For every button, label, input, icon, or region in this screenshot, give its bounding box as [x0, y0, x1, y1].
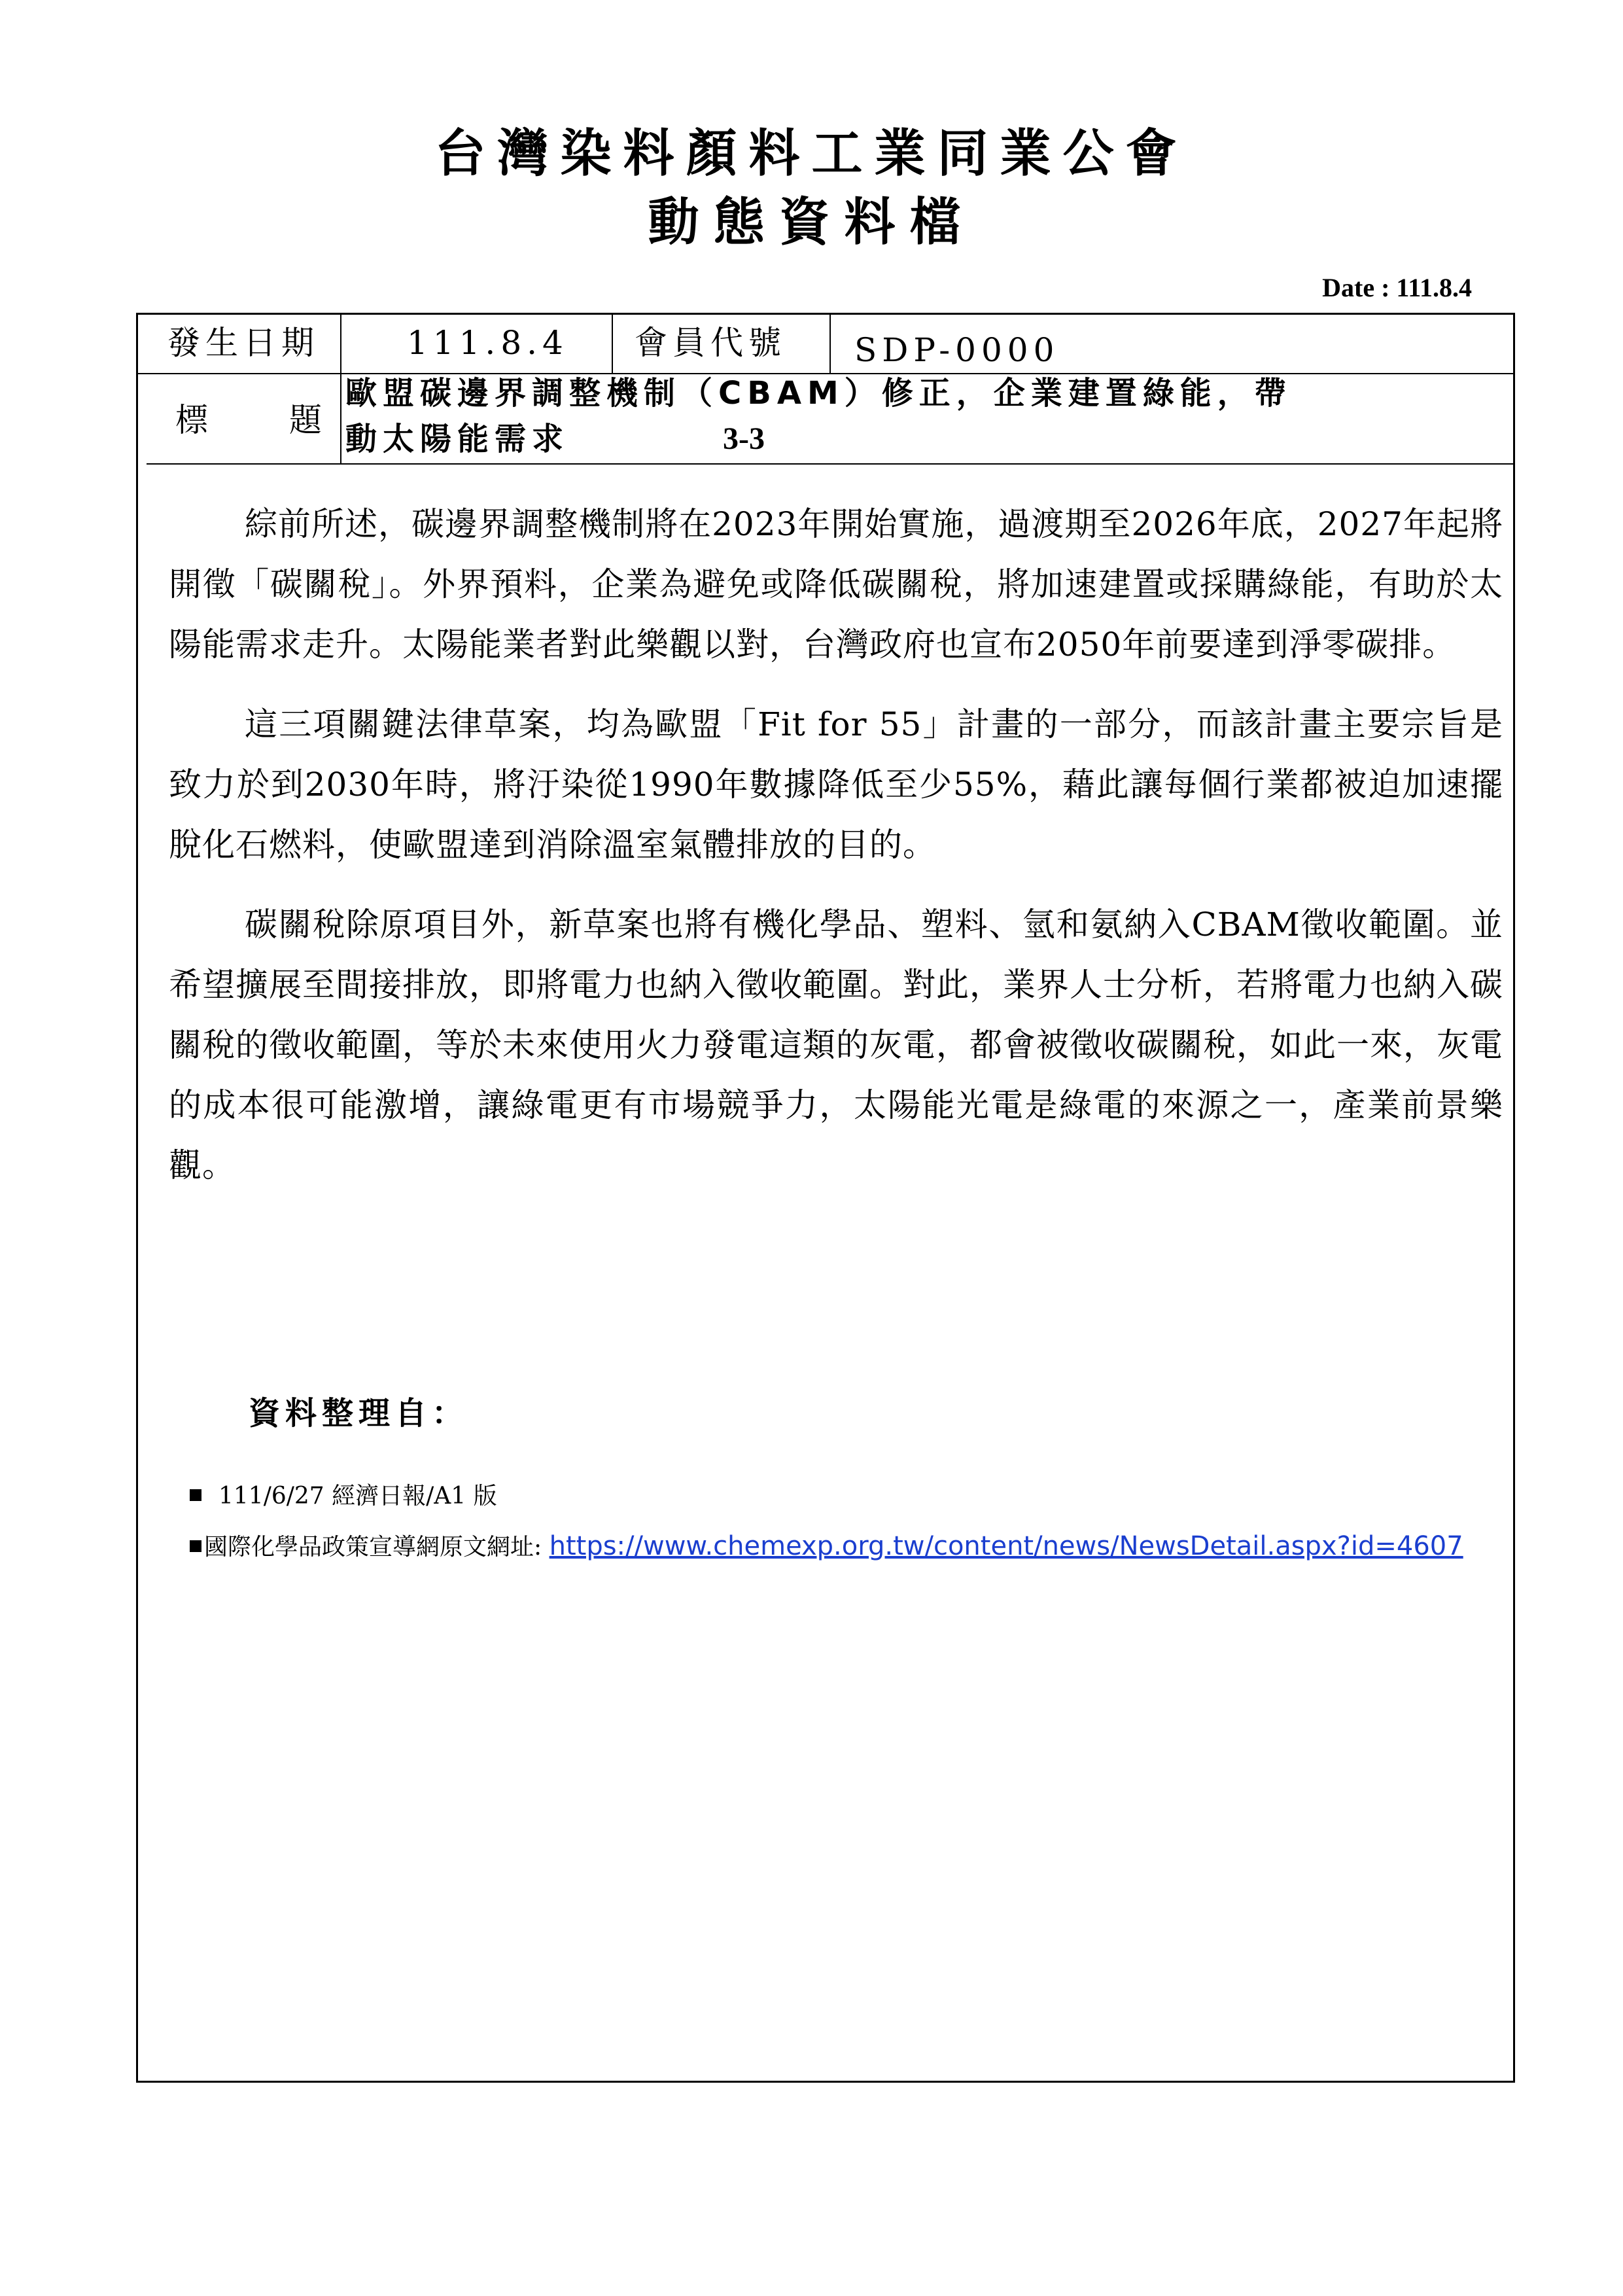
subject-part-number: 3-3 [723, 421, 765, 456]
occurrence-date-label: 發生日期 [167, 324, 319, 362]
source-url-link[interactable]: https://www.chemexp.org.tw/content/news/NewsDetail.aspx?id=4607 [549, 1531, 1463, 1561]
table-col-divider [340, 313, 341, 463]
occurrence-date-value: 111.8.4 [407, 324, 568, 362]
paragraph: 碳關稅除原項目外，新草案也將有機化學品、塑料、氫和氨納入CBAM徵收範圍。並希望擴展至間接排放，即將電力也納入徵收範圍。對此，業界人士分析，若將電力也納入碳關稅的徵收範圍，等於未來使用火力發電這類的灰電，都會被徵收碳關稅，如此一來，灰電的成本很可能激增，讓綠電更有市場競爭力，太陽能光電是綠電的來源之一，產業前景樂觀。 [169, 906, 1503, 1184]
paragraph: 這三項關鍵法律草案，均為歐盟「Fit for 55」計畫的一部分，而該計畫主要宗旨是致力於到2030年時，將汙染從1990年數據降低至少55%，藉此讓每個行業都被迫加速擺脫化石燃料，使歐盟達到消除溫室氣體排放的目的。 [169, 705, 1503, 864]
reference-item [190, 1528, 1463, 1565]
document-date: Date : 111.8.4 [1322, 273, 1472, 302]
paragraph: 綜前所述，碳邊界調整機制將在2023年開始實施，過渡期至2026年底，2027年起將開徵「碳關稅」。外界預料，企業為避免或降低碳關稅，將加速建置或採購綠能，有助於太陽能需求走升。太陽能業者對此樂觀以對，台灣政府也宣布2050年前要達到淨零碳排。 [169, 505, 1503, 663]
member-code-value: SDP-0000 [854, 331, 1060, 369]
reference-text: 111/6/27 經濟日報/A1 版 [218, 1483, 497, 1510]
subject-label: 標 題 [175, 401, 327, 439]
subject-title-line2: 動太陽能需求 [345, 421, 570, 457]
document-title: 動態資料檔 [648, 193, 975, 252]
table-bottom-border [147, 463, 1515, 465]
article-body [169, 494, 1503, 1195]
member-code-label: 會員代號 [635, 324, 786, 362]
square-bullet-icon [190, 1540, 201, 1552]
sources-heading: 資料整理自： [249, 1395, 469, 1432]
reference-item [190, 1479, 497, 1514]
subject-title-line1: 歐盟碳邊界調整機制（CBAM）修正，企業建置綠能，帶 [345, 375, 1292, 412]
organization-title: 台灣染料顏料工業同業公會 [434, 124, 1189, 183]
reference-label: 國際化學品政策宣導網原文網址: [204, 1534, 542, 1561]
table-col-divider [612, 313, 613, 373]
table-col-divider [829, 313, 831, 373]
square-bullet-icon [190, 1489, 201, 1501]
